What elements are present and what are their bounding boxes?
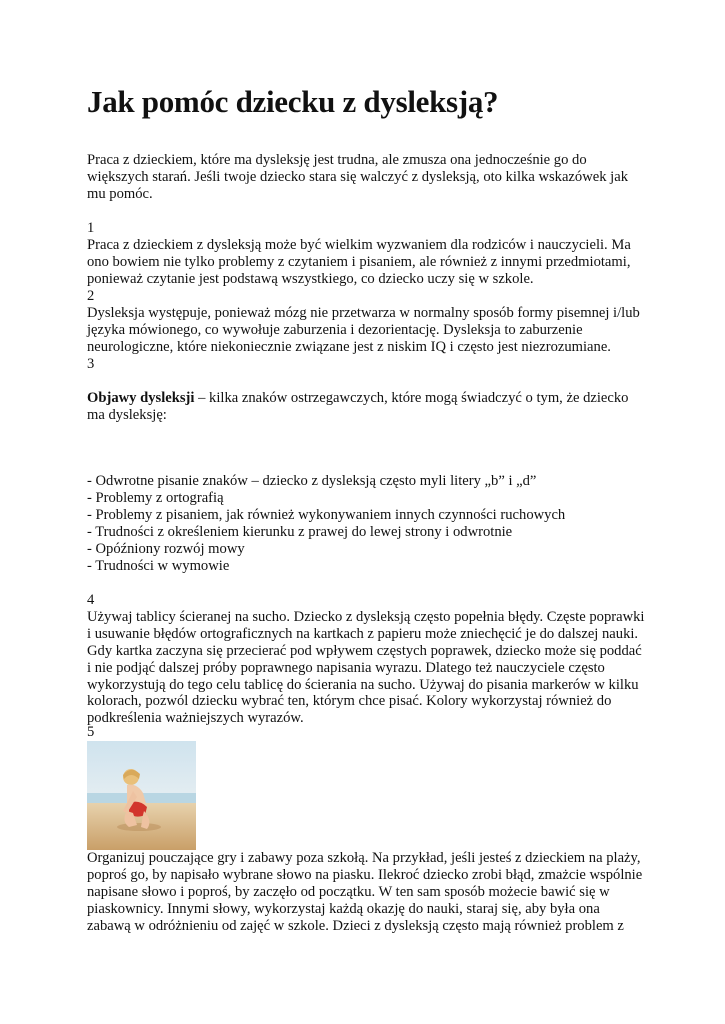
section-number: 2 (87, 288, 95, 304)
symptoms-heading (87, 390, 647, 424)
intro-paragraph: Praca z dzieckiem, które ma dysleksję jest trudna, ale zmusza ona jednocześnie go do większych starań. Jeśli twoje dziecko stara się walczyć z dysleksją, oto kilka wskazówek jak mu pomóc. (87, 152, 629, 202)
section-text: Dysleksja występuje, ponieważ mózg nie przetwarza w normalny sposób formy pisemnej i/lub języka mówionego, co wywołuje zaburzenia i dezorientację. Dysleksja to zaburzenie neurologiczne, które niekoniecznie związane jest z niskim IQ i często jest niezrozumiane. (87, 304, 640, 355)
section-text: Używaj tablicy ścieranej na sucho. Dziecko z dysleksją często popełnia błędy. Częste poprawki i usuwanie błędów ortograficznych na kartkach z papieru może zniechęcić je do dalszej nauki. Gdy kartka zaczyna się przecierać pod wpływem częstych poprawek, dziecko może się poddać i nie podjąć dalszej próby poprawnego napisania wyrazu. Dlatego też nauczyciele często wykorzystują do tego celu tablicę do ścierania na sucho. Używaj do pisania markerów w kilku kolorach, pozwól dziecku wybrać ten, którym chce pisać. Kolory wykorzystaj również do podkreślenia ważniejszych wyrazów. (87, 608, 645, 727)
section-5-number (87, 724, 647, 741)
section-text: Praca z dzieckiem z dysleksją może być wielkim wyzwaniem dla rodziców i nauczycieli. Ma ono bowiem nie tylko problemy z czytaniem i pisaniem, ale również z innymi przedmiotami, ponieważ czytanie jest podstawą wszystkiego, co dziecko uczy się w szkole. (87, 236, 631, 287)
page-title: Jak pomóc dziecku z dysleksją? (87, 84, 499, 119)
section-number: 3 (87, 356, 95, 372)
symptoms-list (87, 473, 647, 574)
section-5 (87, 850, 647, 935)
section-1 (87, 220, 647, 288)
section-3 (87, 356, 647, 373)
list-item: - Trudności w wymowie (87, 557, 230, 574)
list-item: - Odwrotne pisanie znaków – dziecko z dysleksją często myli litery „b” i „d” (87, 473, 537, 489)
symptoms-heading-text: – kilka znaków ostrzegawczych, które mogą świadczyć o tym, że dziecko ma dysleksję: (87, 390, 629, 423)
section-number: 5 (87, 724, 95, 740)
list-item: - Problemy z ortografią (87, 489, 224, 506)
list-item: - Problemy z pisaniem, jak również wykonywaniem innych czynności ruchowych (87, 506, 566, 523)
section-4 (87, 592, 647, 727)
symptoms-heading-bold: Objawy dysleksji (87, 390, 195, 406)
section-2 (87, 288, 647, 356)
list-item: - Trudności z określeniem kierunku z prawej do lewej strony i odwrotnie (87, 523, 513, 540)
list-item: - Opóźniony rozwój mowy (87, 540, 245, 557)
section-text: Organizuj pouczające gry i zabawy poza szkołą. Na przykład, jeśli jesteś z dzieckiem na plaży, poproś go, by napisało wybrane słowo na piasku. Ilekroć dziecko zrobi błąd, zmażcie wspólnie napisane słowo i poproś, by zaczęło od początku. W ten sam sposób możecie bawić się w piaskownicy. Innymi słowy, wykorzystaj każdą okazję do nauki, staraj się, aby była ona zabawą w odróżnieniu od zajęć w szkole. Dzieci z dysleksją często mają również problem z (87, 850, 643, 934)
section-number: 4 (87, 592, 95, 608)
beach-child-photo (87, 741, 196, 850)
section-number: 1 (87, 220, 95, 236)
